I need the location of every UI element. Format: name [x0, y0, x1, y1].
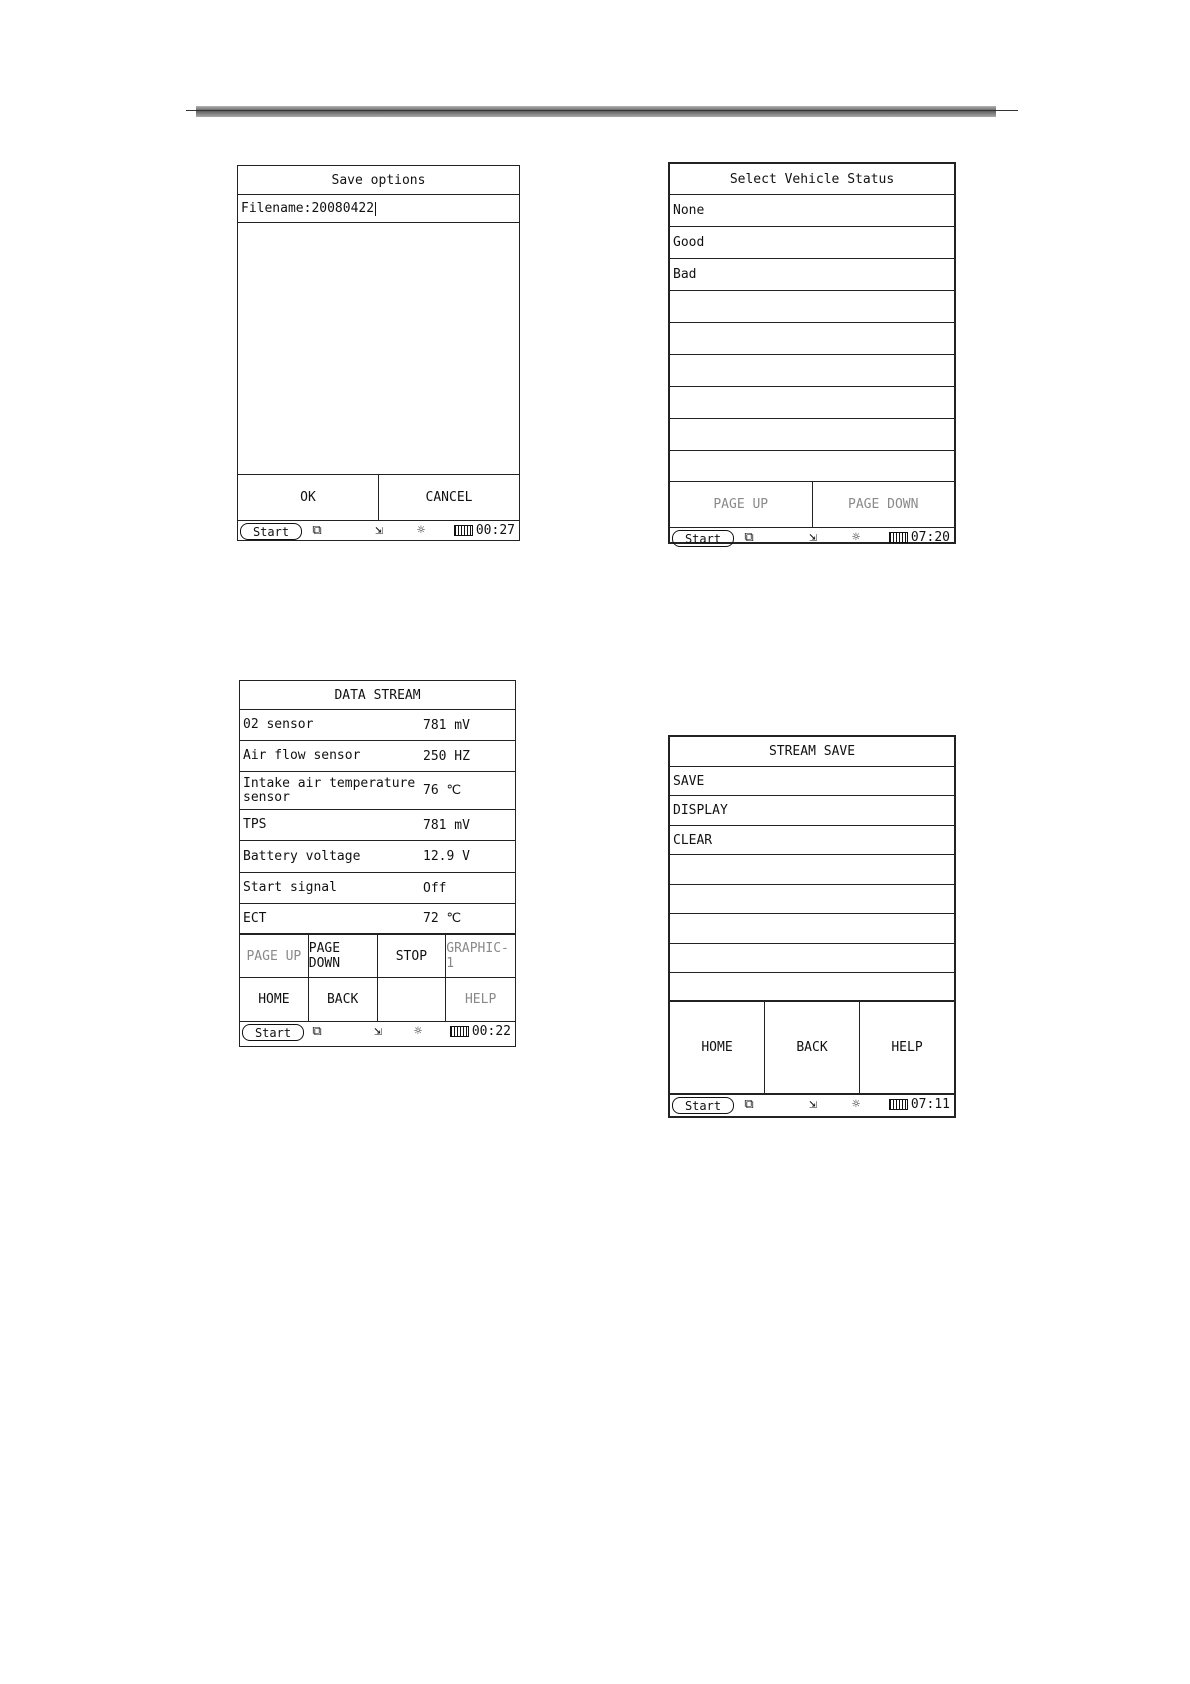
list-item[interactable]: Good — [670, 227, 954, 259]
save-options-body — [238, 223, 519, 475]
list-item[interactable] — [670, 451, 954, 482]
table-row[interactable] — [240, 710, 515, 741]
graphic-button[interactable]: GRAPHIC-1 — [446, 935, 515, 978]
list-item[interactable] — [670, 419, 954, 451]
list-item[interactable]: CLEAR — [670, 826, 954, 855]
page-down-button[interactable]: PAGE DOWN — [848, 497, 919, 512]
blank-button[interactable] — [378, 978, 447, 1021]
save-options-title: Save options — [238, 166, 519, 195]
row-label: TPS — [243, 817, 267, 832]
help-button[interactable]: HELP — [891, 1040, 923, 1055]
list-item[interactable] — [670, 355, 954, 387]
clock-time: 00:22 — [471, 1024, 511, 1039]
stop-button[interactable]: STOP — [378, 935, 447, 978]
taskbar — [238, 521, 519, 542]
list-item[interactable] — [670, 944, 954, 973]
connect-icon[interactable]: ⇲ — [375, 523, 383, 538]
keyboard-icon[interactable] — [454, 525, 473, 536]
data-stream-title: DATA STREAM — [240, 681, 515, 710]
table-row[interactable] — [240, 873, 515, 904]
table-row[interactable] — [240, 904, 515, 935]
taskbar — [670, 528, 954, 549]
table-row[interactable] — [240, 772, 515, 810]
vehicle-status-title: Select Vehicle Status — [670, 164, 954, 195]
keyboard-icon[interactable] — [889, 532, 908, 543]
back-button[interactable]: BACK — [309, 978, 378, 1021]
list-item[interactable] — [670, 387, 954, 419]
connect-icon[interactable]: ⇲ — [809, 530, 817, 545]
row-value: 12.9 V — [423, 849, 470, 864]
back-button[interactable]: BACK — [765, 1002, 860, 1093]
row-value: 781 mV — [423, 817, 470, 833]
text-cursor — [375, 202, 376, 216]
clock-time: 00:27 — [475, 523, 515, 538]
filename-field[interactable] — [238, 195, 519, 223]
start-button[interactable]: Start — [240, 523, 302, 540]
taskbar — [240, 1022, 515, 1043]
list-item[interactable] — [670, 291, 954, 323]
start-button[interactable]: Start — [672, 530, 734, 547]
row-value: 781 mV — [423, 717, 470, 733]
row-label: ECT — [243, 910, 267, 926]
brightness-icon[interactable]: ☼ — [414, 1024, 422, 1039]
row-value: 250 HZ — [423, 748, 470, 764]
page-down-button[interactable]: PAGE DOWN — [309, 935, 378, 978]
windows-icon[interactable]: ⧉ — [744, 1097, 754, 1112]
data-stream-screen — [239, 680, 516, 1047]
list-item[interactable]: DISPLAY — [670, 796, 954, 826]
row-value: Off — [423, 880, 447, 896]
list-item[interactable] — [670, 914, 954, 944]
keyboard-icon[interactable] — [889, 1099, 908, 1110]
taskbar — [670, 1095, 954, 1116]
page-up-button[interactable]: PAGE UP — [670, 482, 813, 527]
windows-icon[interactable]: ⧉ — [312, 523, 322, 538]
row-label: Air flow sensor — [243, 748, 361, 763]
table-row[interactable] — [240, 741, 515, 772]
stream-save-title: STREAM SAVE — [670, 737, 954, 767]
cancel-button[interactable]: CANCEL — [425, 490, 473, 505]
row-label: Battery voltage — [243, 848, 361, 864]
page-up-button[interactable]: PAGE UP — [240, 935, 309, 978]
home-button[interactable]: HOME — [240, 978, 309, 1021]
filename-label: Filename: — [241, 201, 312, 216]
list-item[interactable]: None — [670, 195, 954, 227]
connect-icon[interactable]: ⇲ — [374, 1024, 382, 1039]
list-item[interactable]: SAVE — [670, 767, 954, 796]
connect-icon[interactable]: ⇲ — [809, 1097, 817, 1112]
header-rule-thin — [186, 110, 1018, 111]
list-item[interactable] — [670, 323, 954, 355]
table-row[interactable] — [240, 810, 515, 841]
home-button[interactable]: HOME — [670, 1002, 765, 1093]
row-value: 76 ℃ — [423, 783, 462, 798]
row-label: Intake air temperature sensor — [243, 775, 416, 805]
windows-icon[interactable]: ⧉ — [312, 1024, 322, 1039]
help-button[interactable]: HELP — [464, 992, 497, 1007]
start-button[interactable]: Start — [672, 1097, 734, 1114]
clock-time: 07:11 — [910, 1097, 950, 1112]
vehicle-status-screen — [668, 162, 956, 544]
brightness-icon[interactable]: ☼ — [852, 530, 860, 545]
list-item[interactable] — [670, 885, 954, 914]
list-item[interactable]: Bad — [670, 259, 954, 291]
brightness-icon[interactable]: ☼ — [417, 523, 425, 538]
start-button[interactable]: Start — [242, 1024, 304, 1041]
row-label: 02 sensor — [243, 717, 314, 732]
stream-save-screen — [668, 735, 956, 1118]
brightness-icon[interactable]: ☼ — [852, 1097, 860, 1112]
table-row[interactable] — [240, 841, 515, 873]
keyboard-icon[interactable] — [450, 1026, 469, 1037]
filename-value[interactable]: 20080422 — [311, 201, 375, 216]
list-item[interactable] — [670, 973, 954, 1002]
row-label: Start signal — [243, 880, 337, 895]
windows-icon[interactable]: ⧉ — [744, 530, 754, 545]
clock-time: 07:20 — [910, 530, 950, 545]
save-options-screen — [237, 165, 520, 541]
row-value: 72 ℃ — [423, 911, 462, 926]
ok-button[interactable]: OK — [238, 475, 379, 520]
header-rule-thick — [196, 106, 996, 117]
list-item[interactable] — [670, 855, 954, 885]
